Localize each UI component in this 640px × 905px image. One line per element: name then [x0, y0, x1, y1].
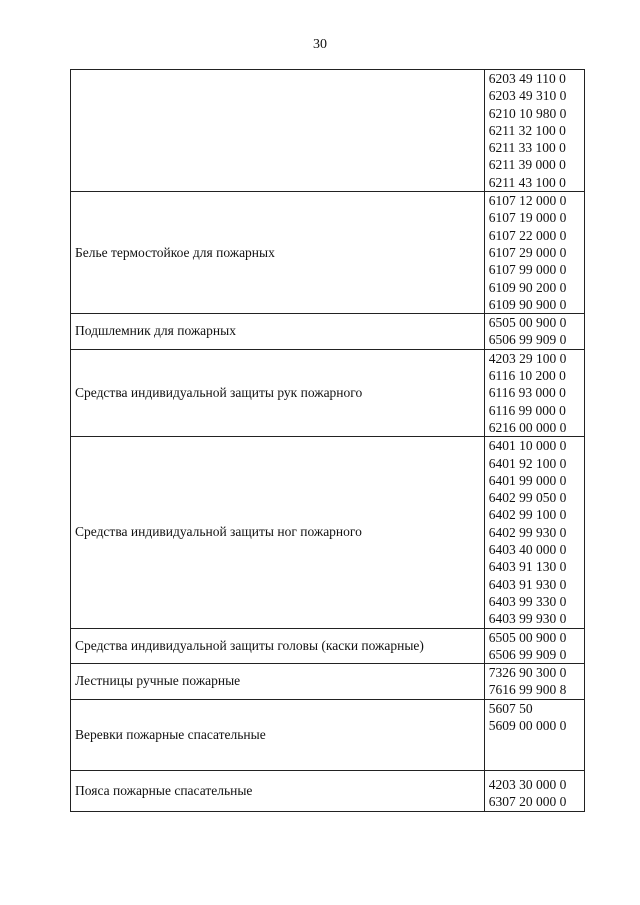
code-list-cell — [484, 699, 584, 770]
code-list-cell — [484, 437, 584, 628]
code-list-cell — [484, 70, 584, 192]
tnved-code: 6402 99 050 0 — [488, 490, 567, 506]
product-name-cell: Средства индивидуальной защиты ног пожарного — [71, 437, 485, 628]
code-list-cell — [484, 770, 584, 811]
table-row — [71, 437, 585, 628]
tnved-code: 6210 10 980 0 — [488, 105, 567, 121]
product-name-cell: Веревки пожарные спасательные — [71, 699, 485, 770]
tnved-code: 6211 33 100 0 — [488, 140, 566, 156]
product-name-cell: Пояса пожарные спасательные — [71, 770, 485, 811]
product-name-cell — [71, 70, 485, 192]
code-list-cell — [484, 349, 584, 436]
product-name-cell: Подшлемник для пожарных — [71, 314, 485, 350]
tnved-code: 6211 32 100 0 — [488, 122, 566, 138]
table-row — [71, 628, 585, 664]
table-row — [71, 770, 585, 811]
tnved-code: 6211 39 000 0 — [488, 157, 566, 173]
tnved-code: 6107 99 000 0 — [488, 262, 567, 278]
table-row — [71, 314, 585, 350]
tnved-code: 6506 99 909 0 — [488, 646, 567, 662]
table-row — [71, 192, 585, 314]
product-name-cell: Средства индивидуальной защиты рук пожарного — [71, 349, 485, 436]
tnved-code: 6505 00 900 0 — [488, 315, 567, 331]
table-row — [71, 70, 585, 192]
tnved-code: 6107 29 000 0 — [488, 244, 567, 260]
product-name-cell: Средства индивидуальной защиты головы (каски пожарные) — [71, 628, 485, 664]
tnved-code: 6107 12 000 0 — [488, 193, 567, 209]
tnved-code: 4203 29 100 0 — [488, 350, 567, 366]
tnved-code: 7616 99 900 8 — [488, 682, 567, 698]
tnved-code: 6216 00 000 0 — [488, 419, 567, 435]
tnved-code: 6211 43 100 0 — [488, 174, 566, 190]
tnved-code: 6109 90 900 0 — [488, 296, 567, 312]
tnved-code: 7326 90 300 0 — [488, 665, 567, 681]
code-list-cell — [484, 664, 584, 700]
tnved-code: 6506 99 909 0 — [488, 332, 567, 348]
tnved-code: 6403 91 130 0 — [488, 559, 567, 575]
tnved-code: 6116 10 200 0 — [488, 368, 566, 384]
tnved-code: 6116 93 000 0 — [488, 385, 566, 401]
tnved-code: 6401 99 000 0 — [488, 472, 567, 488]
tnved-code: 6109 90 200 0 — [488, 279, 567, 295]
tnved-code: 5607 50 — [488, 700, 533, 716]
product-name-cell: Лестницы ручные пожарные — [71, 664, 485, 700]
tnved-code: 6401 92 100 0 — [488, 455, 567, 471]
tnved-code: 6203 49 110 0 — [488, 71, 566, 86]
tnved-code: 5609 00 000 0 — [488, 717, 567, 733]
tnved-code: 6403 99 930 0 — [488, 611, 567, 627]
tnved-code: 6107 19 000 0 — [488, 210, 567, 226]
tnved-code: 6107 22 000 0 — [488, 227, 567, 243]
tnved-code: 6403 91 930 0 — [488, 576, 567, 592]
tnved-code: 6402 99 100 0 — [488, 507, 567, 523]
tnved-code: 6403 99 330 0 — [488, 593, 567, 609]
code-list-cell — [484, 628, 584, 664]
page-number: 30 — [313, 37, 327, 52]
tnved-code: 6307 20 000 0 — [488, 794, 567, 810]
tnved-code: 6403 40 000 0 — [488, 542, 567, 558]
tnved-code: 6401 10 000 0 — [488, 438, 567, 454]
table-row — [71, 664, 585, 700]
product-code-table — [70, 69, 585, 812]
tnved-code: 6116 99 000 0 — [488, 402, 566, 418]
tnved-code: 6402 99 930 0 — [488, 524, 567, 540]
code-list-cell — [484, 314, 584, 350]
tnved-code: 4203 30 000 0 — [488, 777, 567, 793]
table-row — [71, 349, 585, 436]
product-name-cell: Белье термостойкое для пожарных — [71, 192, 485, 314]
tnved-code: 6505 00 900 0 — [488, 629, 567, 645]
code-list-cell — [484, 192, 584, 314]
tnved-code: 6203 49 310 0 — [488, 88, 567, 104]
table-row — [71, 699, 585, 770]
